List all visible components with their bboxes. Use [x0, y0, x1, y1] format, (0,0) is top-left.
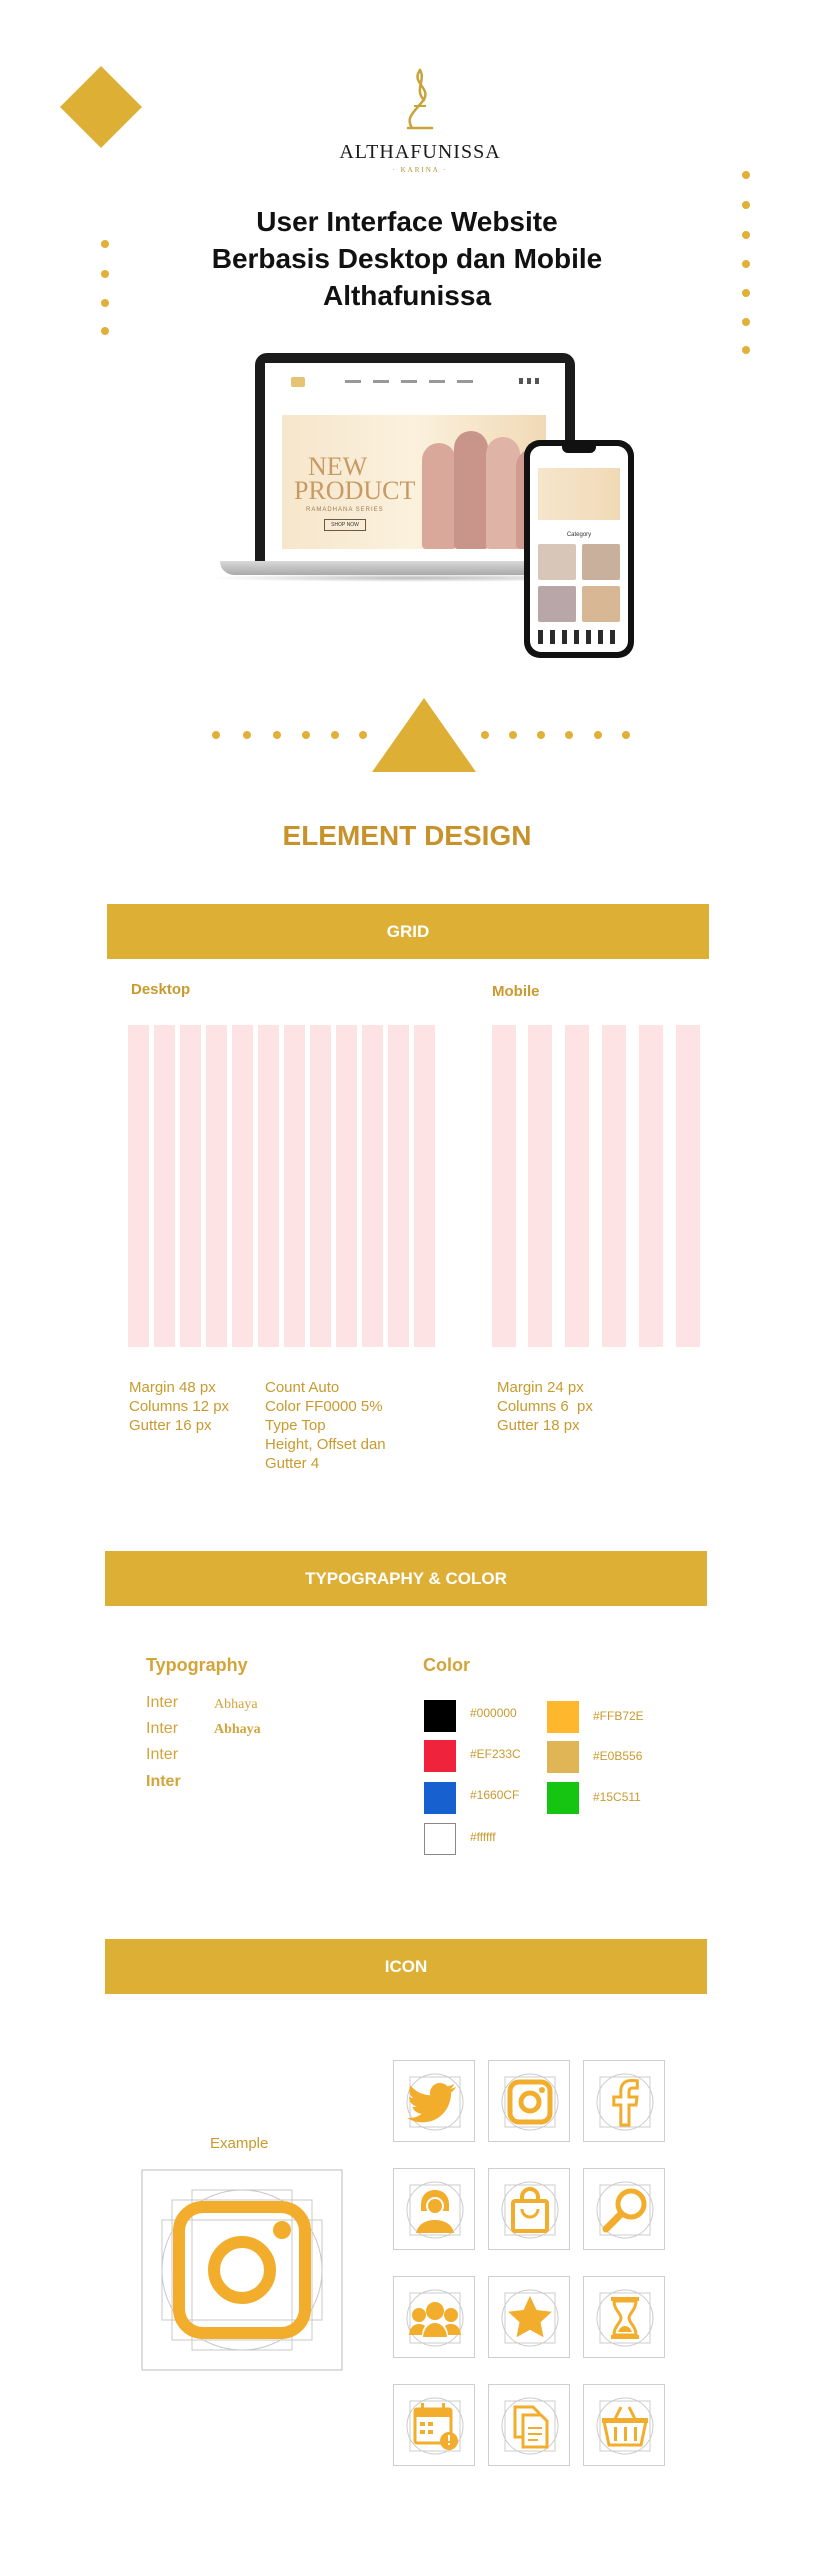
decorative-dot [742, 171, 750, 179]
decorative-diamond [60, 66, 142, 148]
brand-tagline: · KARINA · [392, 166, 448, 174]
decorative-dot [565, 731, 573, 739]
color-label: #FFB72E [593, 1709, 644, 1723]
decorative-dot [742, 260, 750, 268]
grid-column [528, 1025, 552, 1347]
spec-line: Color FF0000 5% [265, 1398, 383, 1415]
grid-column [414, 1025, 435, 1347]
grid-section-bar: GRID [107, 904, 709, 959]
color-swatch-gold [547, 1741, 579, 1773]
title-line: User Interface Website [256, 206, 558, 237]
decorative-dot [101, 270, 109, 278]
color-swatch-blue [424, 1782, 456, 1814]
typeface-sample: Inter [146, 1746, 179, 1763]
typography-color-bar: TYPOGRAPHY & COLOR [105, 1551, 707, 1606]
color-label: #E0B556 [593, 1749, 643, 1763]
decorative-dot [273, 731, 281, 739]
color-swatch-green [547, 1782, 579, 1814]
color-swatch-black [424, 1700, 456, 1732]
color-label: #EF233C [470, 1747, 521, 1761]
phone-mockup [524, 440, 634, 658]
section-title: ELEMENT DESIGN [282, 820, 532, 851]
decorative-dot [302, 731, 310, 739]
laptop-screen-content [265, 363, 565, 561]
decorative-dot [243, 731, 251, 739]
shop-now-button[interactable]: SHOP NOW [324, 519, 366, 531]
decorative-triangle [372, 698, 476, 772]
typeface-sample: Inter [146, 1694, 179, 1711]
title-line: Althafunissa [322, 280, 492, 311]
hourglass-icon [583, 2276, 665, 2358]
color-label: #15C511 [593, 1790, 641, 1804]
decorative-dot [101, 240, 109, 248]
decorative-dot [481, 731, 489, 739]
color-heading: Color [423, 1655, 470, 1675]
phone-screen-content [530, 446, 628, 652]
hero-banner [282, 415, 546, 549]
model-figure [486, 437, 520, 549]
mobile-grid-specs [497, 1378, 593, 1435]
calendar-alert-icon [393, 2384, 475, 2466]
grid-column [206, 1025, 227, 1347]
desktop-grid-settings [265, 1378, 386, 1473]
color-label: #000000 [470, 1706, 517, 1720]
spec-line: Count Auto [265, 1379, 340, 1396]
grid-column [154, 1025, 175, 1347]
instagram-icon [141, 2169, 343, 2371]
typeface-sample: Inter [146, 1773, 181, 1790]
mini-nav-icons [519, 378, 539, 384]
grid-column [284, 1025, 305, 1347]
grid-column [602, 1025, 626, 1347]
decorative-dot [331, 731, 339, 739]
user-icon [393, 2168, 475, 2250]
category-tile[interactable] [538, 544, 576, 580]
phone-category-label: Category [566, 532, 592, 538]
color-swatch-yellow [547, 1701, 579, 1733]
grid-column [180, 1025, 201, 1347]
color-label: #1660CF [470, 1788, 520, 1802]
spec-line: Gutter 4 [265, 1455, 320, 1472]
grid-column [388, 1025, 409, 1347]
typeface-sample: Inter [146, 1720, 179, 1737]
category-tile[interactable] [538, 586, 576, 622]
decorative-dot [359, 731, 367, 739]
spec-line: Gutter 16 px [129, 1417, 212, 1434]
decorative-dot [594, 731, 602, 739]
category-tile[interactable] [582, 544, 620, 580]
brand-name: ALTHAFUNISSA [339, 141, 501, 163]
shopping-bag-icon [488, 2168, 570, 2250]
grid-column [565, 1025, 589, 1347]
spec-line: Height, Offset dan [265, 1436, 386, 1453]
grid-column [310, 1025, 331, 1347]
color-label: #ffffff [470, 1830, 496, 1844]
desktop-grid-specs [129, 1378, 229, 1435]
grid-column [232, 1025, 253, 1347]
page-title [150, 203, 664, 314]
category-tile[interactable] [582, 586, 620, 622]
decorative-dot [742, 231, 750, 239]
mobile-label: Mobile [492, 983, 540, 1000]
search-icon [583, 2168, 665, 2250]
typography-heading: Typography [146, 1655, 248, 1675]
basket-icon [583, 2384, 665, 2466]
decorative-dot [101, 299, 109, 307]
copy-document-icon [488, 2384, 570, 2466]
banner-title [294, 452, 416, 505]
brand-logo [330, 66, 510, 174]
icon-section-bar: ICON [105, 1939, 707, 1994]
grid-column [128, 1025, 149, 1347]
spec-line: Type Top [265, 1417, 326, 1434]
serif-typeface-sample: Abhaya [214, 1697, 258, 1712]
phone-notch [562, 446, 596, 453]
grid-column [639, 1025, 663, 1347]
title-line: Berbasis Desktop dan Mobile [211, 243, 603, 274]
color-swatch-white [424, 1823, 456, 1855]
grid-column [492, 1025, 516, 1347]
mini-nav [345, 380, 485, 383]
spec-line: Columns 12 px [129, 1398, 230, 1415]
spec-line: Margin 24 px [497, 1379, 584, 1396]
star-icon [488, 2276, 570, 2358]
facebook-icon [583, 2060, 665, 2142]
decorative-dot [101, 327, 109, 335]
decorative-dot [509, 731, 517, 739]
brand-monogram-icon [400, 66, 440, 136]
decorative-dot [622, 731, 630, 739]
serif-typeface-sample: Abhaya [214, 1722, 261, 1737]
decorative-dot [742, 318, 750, 326]
phone-product-row [538, 630, 620, 644]
banner-title-line: NEW [308, 452, 368, 481]
grid-column [336, 1025, 357, 1347]
banner-series: RAMADHANA SERIES [306, 507, 384, 513]
group-icon [393, 2276, 475, 2358]
example-label: Example [210, 2135, 269, 2152]
model-figure [422, 443, 456, 549]
model-figure [454, 431, 488, 549]
decorative-dot [742, 346, 750, 354]
decorative-dot [212, 731, 220, 739]
phone-banner [538, 468, 620, 520]
spec-line: Gutter 18 px [497, 1417, 580, 1434]
decorative-dot [742, 201, 750, 209]
twitter-icon [393, 2060, 475, 2142]
mini-logo-icon [291, 377, 305, 387]
desktop-label: Desktop [131, 981, 191, 998]
spec-line: Columns 6 px [497, 1398, 593, 1415]
instagram-icon [488, 2060, 570, 2142]
decorative-dot [537, 731, 545, 739]
decorative-dot [742, 289, 750, 297]
spec-line: Margin 48 px [129, 1379, 216, 1396]
color-swatch-red [424, 1740, 456, 1772]
grid-column [258, 1025, 279, 1347]
grid-column [362, 1025, 383, 1347]
grid-column [676, 1025, 700, 1347]
banner-title-line: PRODUCT [294, 476, 416, 505]
